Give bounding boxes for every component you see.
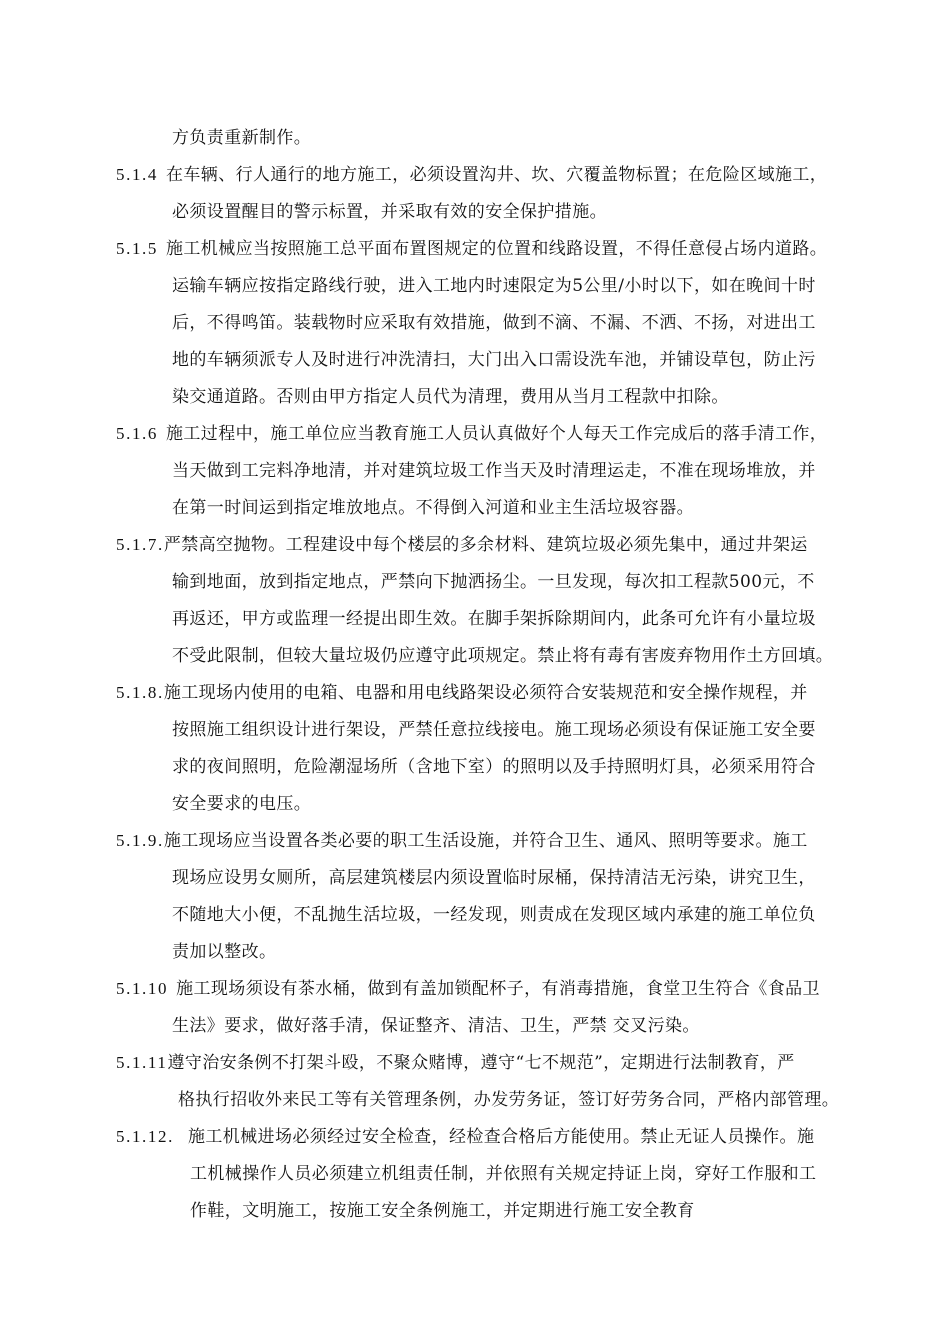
clause-number: 5.1.10 xyxy=(116,979,169,998)
text-line: 染交通道路。否则由甲方指定人员代为清理，费用从当月工程款中扣除。 xyxy=(172,387,729,407)
text-line: 现场应设男女厕所，高层建筑楼层内须设置临时尿桶，保持清洁无污染，讲究卫生， xyxy=(172,868,816,888)
text-line: 输到地面，放到指定地点，严禁向下抛洒扬尘。一旦发现，每次扣工程款500元，不 xyxy=(172,572,815,592)
clause-number: 5.1.4 xyxy=(116,165,158,184)
text-line: 后，不得鸣笛。装载物时应采取有效措施，做到不滴、不漏、不洒、不扬，对进出工 xyxy=(172,313,816,333)
clause-5-1-4-line: 5.1.4 在车辆、行人通行的地方施工，必须设置沟井、坎、穴覆盖物标置；在危险区域施工， xyxy=(116,165,828,185)
clause-number: 5.1.6 xyxy=(116,424,158,443)
clause-number: 5.1.11 xyxy=(116,1053,168,1072)
clause-5-1-5-line: 5.1.5 施工机械应当按照施工总平面布置图规定的位置和线路设置，不得任意侵占场内道路。 xyxy=(116,239,828,259)
text-line: 不受此限制，但较大量垃圾仍应遵守此项规定。禁止将有毒有害废弃物用作土方回填。 xyxy=(172,646,834,666)
text-line: 方负责重新制作。 xyxy=(172,128,312,148)
text-line: 生法》要求，做好落手清，保证整齐、清洁、卫生，严禁 交叉污染。 xyxy=(172,1016,700,1036)
clause-5-1-10-line: 5.1.10 施工现场须设有茶水桶，做到有盖加锁配杯子，有消毒措施，食堂卫生符合《食品卫 xyxy=(116,979,820,999)
clause-5-1-8-line: 5.1.8.施工现场内使用的电箱、电器和用电线路架设必须符合安装规范和安全操作规程，并 xyxy=(116,683,808,703)
clause-number: 5.1.12. xyxy=(116,1127,174,1146)
text-line: 工机械操作人员必须建立机组责任制，并依照有关规定持证上岗，穿好工作服和工 xyxy=(190,1164,817,1184)
clause-5-1-11-line: 5.1.11遵守治安条例不打架斗殴，不聚众赌博，遵守“七不规范”，定期进行法制教育，严 xyxy=(116,1053,795,1073)
clause-5-1-6-line: 5.1.6 施工过程中，施工单位应当教育施工人员认真做好个人每天工作完成后的落手清工作， xyxy=(116,424,828,444)
clause-5-1-12-line: 5.1.12. 施工机械进场必须经过安全检查，经检查合格后方能使用。禁止无证人员操作。施 xyxy=(116,1127,815,1147)
text-line: 必须设置醒目的警示标置，并采取有效的安全保护措施。 xyxy=(172,202,607,222)
text-line: 格执行招收外来民工等有关管理条例，办发劳务证，签订好劳务合同，严格内部管理。 xyxy=(178,1090,840,1110)
text-line: 作鞋，文明施工，按施工安全条例施工，并定期进行施工安全教育 xyxy=(190,1201,695,1221)
text-line: 当天做到工完料净地清，并对建筑垃圾工作当天及时清理运走，不准在现场堆放，并 xyxy=(172,461,816,481)
text-line: 求的夜间照明，危险潮湿场所（含地下室）的照明以及手持照明灯具，必须采用符合 xyxy=(172,757,816,777)
text-line: 责加以整改。 xyxy=(172,942,277,962)
text-line: 安全要求的电压。 xyxy=(172,794,312,814)
clause-number: 5.1.5 xyxy=(116,239,158,258)
clause-number: 5.1.9. xyxy=(116,831,164,850)
text-line: 地的车辆须派专人及时进行冲洗清扫，大门出入口需设洗车池，并铺设草包，防止污 xyxy=(172,350,816,370)
text-line: 再返还，甲方或监理一经提出即生效。在脚手架拆除期间内，此条可允许有小量垃圾 xyxy=(172,609,816,629)
clause-number: 5.1.7. xyxy=(116,535,164,554)
text-line: 运输车辆应按指定路线行驶，进入工地内时速限定为5公里/小时以下，如在晚间十时 xyxy=(172,276,816,296)
clause-number: 5.1.8. xyxy=(116,683,164,702)
text-line: 按照施工组织设计进行架设，严禁任意拉线接电。施工现场必须设有保证施工安全要 xyxy=(172,720,816,740)
text-line: 在第一时间运到指定堆放地点。不得倒入河道和业主生活垃圾容器。 xyxy=(172,498,694,518)
clause-5-1-7-line: 5.1.7.严禁高空抛物。工程建设中每个楼层的多余材料、建筑垃圾必须先集中，通过井架运 xyxy=(116,535,808,555)
text-line: 不随地大小便，不乱抛生活垃圾，一经发现，则责成在发现区域内承建的施工单位负 xyxy=(172,905,816,925)
clause-5-1-9-line: 5.1.9.施工现场应当设置各类必要的职工生活设施，并符合卫生、通风、照明等要求。施工 xyxy=(116,831,808,851)
